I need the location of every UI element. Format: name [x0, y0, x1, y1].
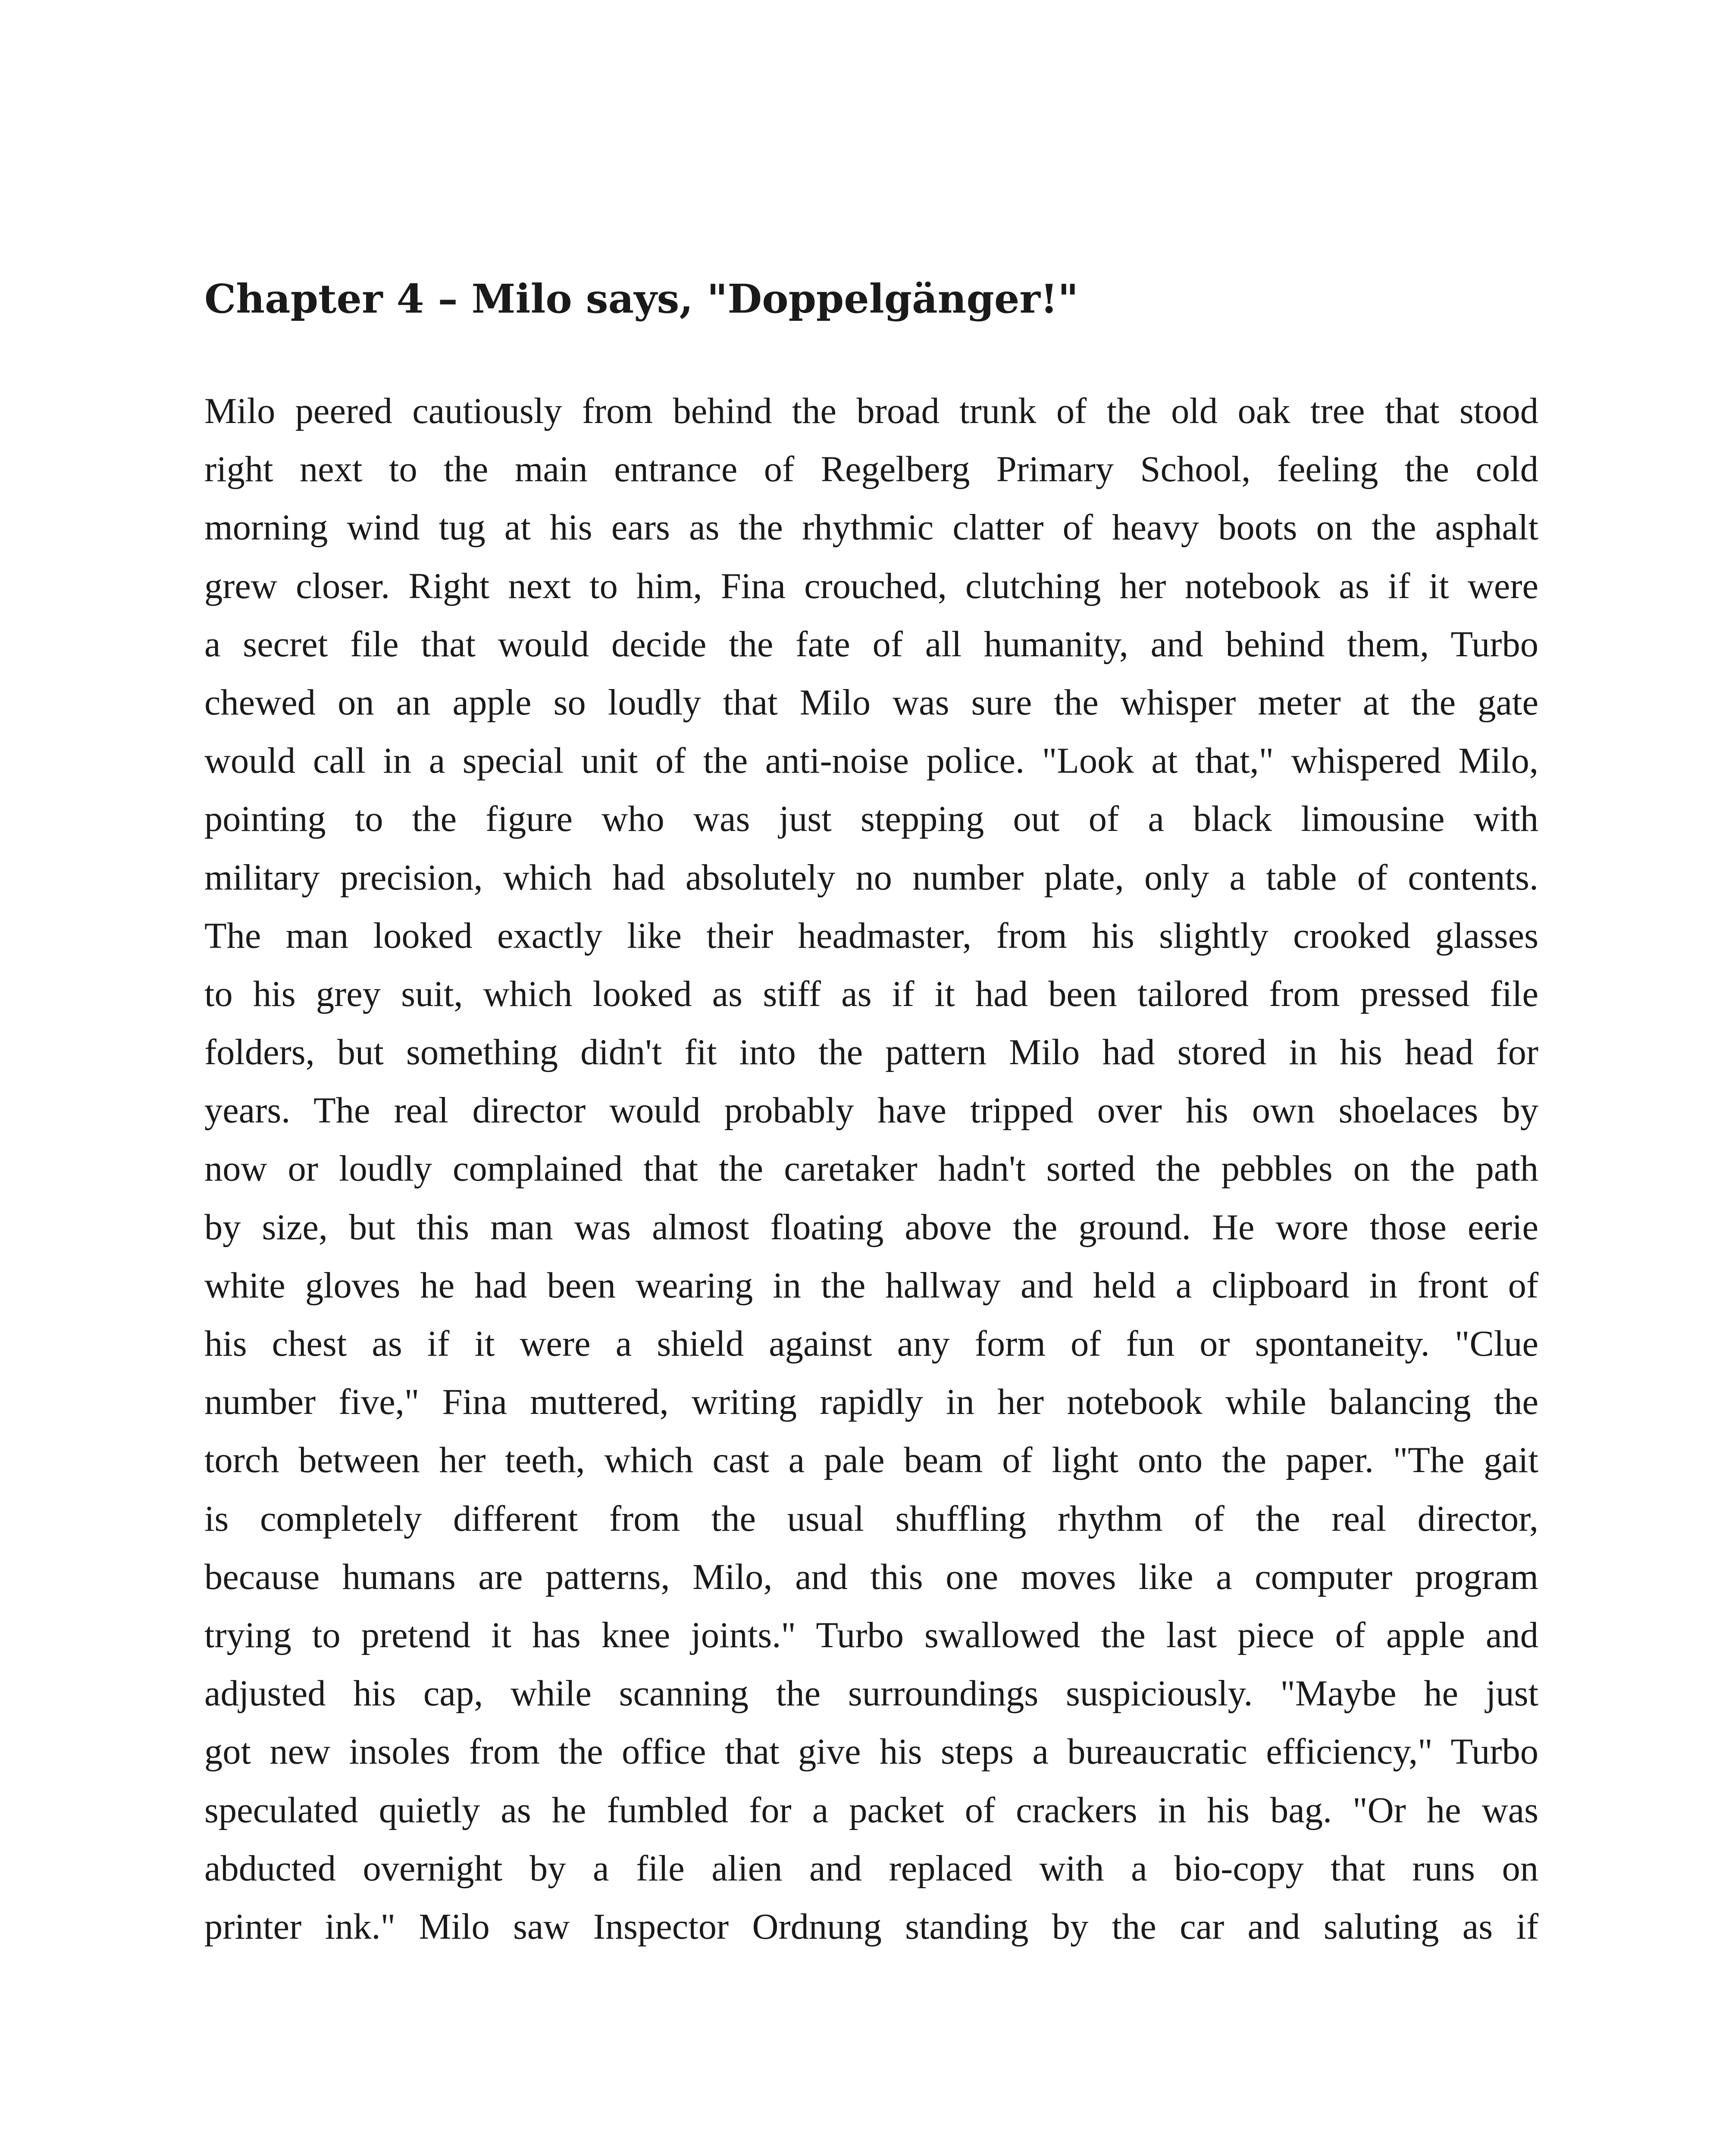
text-line: military precision, which had absolutely no number plate, only a table of contents. [204, 857, 1538, 898]
text-line: got new insoles from the office that give his steps a bureaucratic efficiency," Turbo [204, 1732, 1538, 1772]
text-line: abducted overnight by a file alien and replaced with a bio-copy that runs on [204, 1848, 1538, 1889]
text-line: Milo peered cautiously from behind the broad trunk of the old oak tree that stood [204, 391, 1538, 431]
text-line: a secret file that would decide the fate of all humanity, and behind them, Turbo [204, 624, 1538, 664]
text-line: by size, but this man was almost floating above the ground. He wore those eerie [204, 1207, 1538, 1247]
text-line: now or loudly complained that the caretaker hadn't sorted the pebbles on the path [204, 1149, 1538, 1189]
text-line: white gloves he had been wearing in the hallway and held a clipboard in front of [204, 1265, 1538, 1306]
text-line: pointing to the figure who was just stepping out of a black limousine with [204, 799, 1538, 840]
text-line: torch between her teeth, which cast a pale beam of light onto the paper. "The gait [204, 1440, 1538, 1481]
chapter-title: Chapter 4 – Milo says, "Doppelgänger!" [204, 276, 1079, 322]
text-line: would call in a special unit of the anti-noise police. "Look at that," whispered Milo, [204, 741, 1538, 781]
text-line: printer ink." Milo saw Inspector Ordnung standing by the car and saluting as if [204, 1906, 1538, 1947]
text-line: trying to pretend it has knee joints." Turbo swallowed the last piece of apple and [204, 1615, 1538, 1655]
text-line: right next to the main entrance of Regelberg Primary School, feeling the cold [204, 449, 1538, 490]
text-line: adjusted his cap, while scanning the surroundings suspiciously. "Maybe he just [204, 1673, 1538, 1714]
text-line: speculated quietly as he fumbled for a packet of crackers in his bag. "Or he was [204, 1790, 1538, 1830]
text-line: The man looked exactly like their headmaster, from his slightly crooked glasses [204, 915, 1538, 956]
text-line: number five," Fina muttered, writing rapidly in her notebook while balancing the [204, 1382, 1538, 1423]
text-line: because humans are patterns, Milo, and this one moves like a computer program [204, 1557, 1538, 1597]
text-line: folders, but something didn't fit into the pattern Milo had stored in his head for [204, 1032, 1538, 1073]
text-line: his chest as if it were a shield against any form of fun or spontaneity. "Clue [204, 1324, 1538, 1364]
text-line: grew closer. Right next to him, Fina crouched, clutching her notebook as if it were [204, 566, 1538, 606]
text-line: years. The real director would probably have tripped over his own shoelaces by [204, 1091, 1538, 1131]
body-paragraph [204, 382, 1538, 1956]
text-line: chewed on an apple so loudly that Milo was sure the whisper meter at the gate [204, 682, 1538, 723]
text-line: to his grey suit, which looked as stiff as if it had been tailored from pressed file [204, 974, 1538, 1014]
text-line: is completely different from the usual shuffling rhythm of the real director, [204, 1498, 1538, 1539]
text-line: morning wind tug at his ears as the rhythmic clatter of heavy boots on the asphalt [204, 508, 1538, 548]
